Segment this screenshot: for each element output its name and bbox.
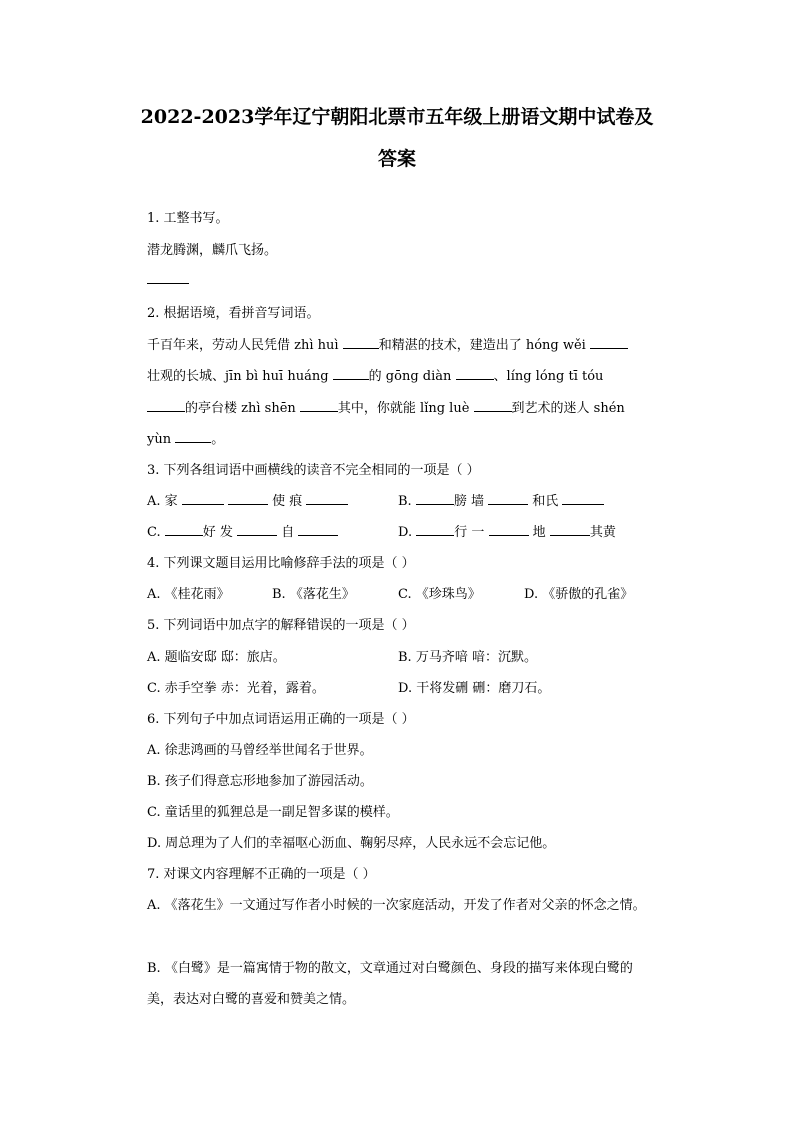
q2-text: 其中，你就能 lǐng luè xyxy=(337,401,470,416)
q4-option-a[interactable]: A. 《桂花雨》 xyxy=(147,587,230,602)
q1-stem: 1. 工整书写。 xyxy=(147,211,229,226)
option-text: 使 痕 xyxy=(272,494,303,509)
answer-blank[interactable] xyxy=(590,336,628,349)
q2-line-1 xyxy=(147,334,628,353)
q2-text: 的 gōng diàn xyxy=(368,369,452,384)
q2-text: 到艺术的迷人 shén xyxy=(511,401,625,416)
option-text: 好 发 xyxy=(202,525,233,540)
q4-stem: 4. 下列课文题目运用比喻修辞手法的项是（ ） xyxy=(147,556,415,571)
answer-blank[interactable] xyxy=(333,367,369,380)
title-line-2: 答案 xyxy=(377,148,416,170)
q4-option-c[interactable]: C. 《珍珠鸟》 xyxy=(398,587,481,602)
option-text: 自 xyxy=(281,525,295,540)
option-text: 膀 墙 xyxy=(453,494,484,509)
title-line-1: 2022-2023学年辽宁朝阳北票市五年级上册语文期中试卷及 xyxy=(140,106,654,128)
q1-text: 潜龙腾渊，麟爪飞扬。 xyxy=(147,243,278,258)
q7-option-b-line-1[interactable]: B. 《白鹭》是一篇寓情于物的散文，文章通过对白鹭颜色、身段的描写来体现白鹭的 xyxy=(147,961,633,976)
q5-option-c[interactable]: C. 赤手空拳 赤：光着，露着。 xyxy=(147,681,325,696)
q3-stem: 3. 下列各组词语中画横线的读音不完全相同的一项是（ ） xyxy=(147,463,480,478)
q5-option-b[interactable]: B. 万马齐喑 喑：沉默。 xyxy=(398,650,537,665)
q6-option-b[interactable]: B. 孩子们得意忘形地参加了游园活动。 xyxy=(147,774,373,789)
q3-option-c[interactable] xyxy=(147,521,338,540)
q2-text: 。 xyxy=(211,432,225,447)
q2-line-4 xyxy=(147,428,224,447)
option-text: B. xyxy=(398,494,412,509)
answer-blank[interactable] xyxy=(175,430,211,443)
q6-option-a[interactable]: A. 徐悲鸿画的马曾经举世闻名于世界。 xyxy=(147,743,373,758)
page-title xyxy=(100,96,694,180)
q2-text: 壮观的长城、jīn bì huī huáng xyxy=(147,369,329,384)
option-text: 其黄 xyxy=(589,525,616,540)
option-text: A. 家 xyxy=(147,494,178,509)
q6-stem: 6. 下列句子中加点词语运用正确的一项是（ ） xyxy=(147,712,415,727)
q2-text: 和精湛的技术，建造出了 hóng wěi xyxy=(378,338,586,353)
answer-blank[interactable] xyxy=(474,399,512,412)
q4-option-b[interactable]: B. 《落花生》 xyxy=(272,587,355,602)
q2-text: 千百年来，劳动人民凭借 zhì huì xyxy=(147,338,339,353)
q7-option-a[interactable]: A. 《落花生》一文通过写作者小时候的一次家庭活动，开发了作者对父亲的怀念之情。 xyxy=(147,898,646,913)
q3-option-d[interactable] xyxy=(398,521,616,540)
option-text: D. xyxy=(398,525,413,540)
option-text: 和氏 xyxy=(532,494,559,509)
q7-stem: 7. 对课文内容理解不正确的一项是（ ） xyxy=(147,867,376,882)
q2-text: 、líng lóng tī tóu xyxy=(493,369,604,384)
q6-option-d[interactable]: D. 周总理为了人们的幸福呕心沥血、鞠躬尽瘁，人民永远不会忘记他。 xyxy=(147,836,556,851)
q2-line-3 xyxy=(147,397,625,416)
answer-blank[interactable] xyxy=(456,367,494,380)
option-text: 行 一 xyxy=(454,525,485,540)
q2-line-2 xyxy=(147,365,603,384)
option-text: 地 xyxy=(532,525,546,540)
q2-text: yùn xyxy=(147,432,172,447)
q1-answer-blank[interactable] xyxy=(147,271,189,288)
answer-blank[interactable] xyxy=(300,399,338,412)
q5-stem: 5. 下列词语中加点字的解释错误的一项是（ ） xyxy=(147,618,415,633)
q3-option-a[interactable] xyxy=(147,490,348,509)
q2-stem: 2. 根据语境，看拼音写词语。 xyxy=(147,306,320,321)
q4-option-d[interactable]: D. 《骄傲的孔雀》 xyxy=(524,587,634,602)
q6-option-c[interactable]: C. 童话里的狐狸总是一副足智多谋的模样。 xyxy=(147,805,399,820)
answer-blank[interactable] xyxy=(147,399,185,412)
q2-text: 的亭台楼 zhì shēn xyxy=(185,401,296,416)
q5-option-d[interactable]: D. 干将发硎 硎：磨刀石。 xyxy=(398,681,551,696)
answer-blank[interactable] xyxy=(343,336,379,349)
q7-option-b-line-2: 美，表达对白鹭的喜爱和赞美之情。 xyxy=(147,992,356,1007)
q3-option-b[interactable] xyxy=(398,490,604,509)
option-text: C. xyxy=(147,525,161,540)
q5-option-a[interactable]: A. 题临安邸 邸：旅店。 xyxy=(147,650,286,665)
